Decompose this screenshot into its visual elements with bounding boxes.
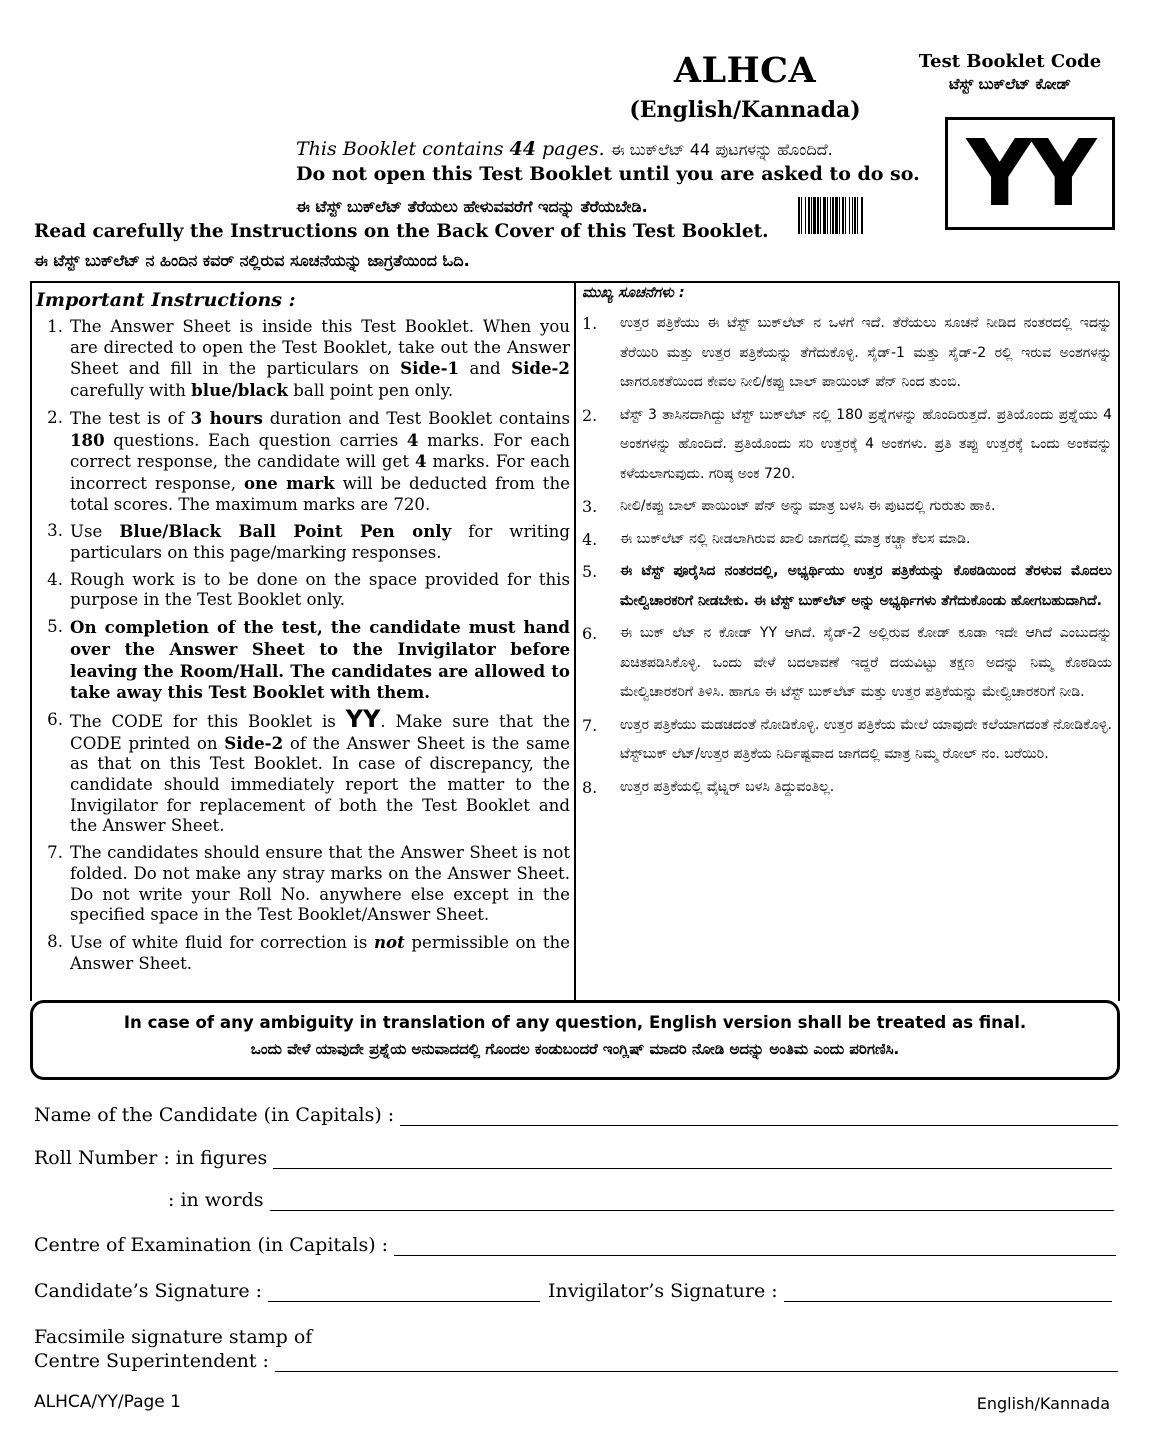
- instruction-text: ಉತ್ತರ ಪತ್ರಿಕೆಯಲ್ಲಿ ವೈಟ್ನರ್ ಬಳಸಿ ತಿದ್ದುವಂತಿಲ್ಲ.: [620, 778, 835, 795]
- instruction-number: 6.: [582, 624, 598, 643]
- instruction-number: 8.: [47, 931, 63, 951]
- exam-centre-blank[interactable]: [394, 1238, 1116, 1256]
- booklet-pages-line: [296, 138, 833, 160]
- instruction-text-part: carefully with: [70, 381, 192, 401]
- candidate-name-field[interactable]: [34, 1104, 1118, 1126]
- instruction-kn-item: [582, 525, 1112, 555]
- instruction-text-part: not: [373, 931, 405, 952]
- instructions-heading-kn: ಮುಖ್ಯ ಸೂಚನೆಗಳು :: [582, 285, 685, 301]
- instructions-heading-en: Important Instructions :: [36, 289, 296, 311]
- instruction-number: 2.: [582, 405, 598, 425]
- instruction-text-part: The CODE for this Booklet is: [70, 711, 346, 731]
- instruction-text-part: 4: [406, 429, 419, 450]
- instruction-kn-item: [582, 309, 1112, 398]
- booklet-code-box: YY: [945, 117, 1115, 230]
- instruction-text: ಉತ್ತರ ಪತ್ರಿಕೆಯು ಮಡಚದಂತೆ ನೋಡಿಕೊಳ್ಳಿ. ಉತ್ತರ ಪತ್ರಿಕೆಯ ಮೇಲೆ ಯಾವುದೇ ಕಲೆಯಾಗದಂತೆ ನೋಡಿಕೊಳ್ಳಿ. ಟೆಸ್ಟ್‌ಬುಕ್ ಲೆಟ್/ಉತ್ತರ ಪತ್ರಿಕೆಯ ನಿರ್ದಿಷ್ಟವಾದ ಜಾಗದಲ್ಲಿ ಮಾತ್ರ ನಿಮ್ಮ ರೋಲ್ ನಂ. ಬರೆಯಿರಿ.: [620, 716, 1112, 762]
- instruction-text-part: marks. For each correct response, the candidate will get: [70, 430, 570, 472]
- test-booklet-code-label: [905, 51, 1115, 95]
- instruction-text: ಈ ಟೆಸ್ಟ್ ಪೂರೈಸಿದ ನಂತರದಲ್ಲಿ, ಅಭ್ಯರ್ಥಿಯು ಉತ್ತರ ಪತ್ರಿಕೆಯನ್ನು ಕೊಠಡಿಯಿಂದ ತೆರಳುವ ಮೊದಲು ಮೇಲ್ವಿಚಾರಕರಿಗೆ ನೀಡಬೇಕು. ಈ ಟೆಸ್ಟ್ ಬುಕ್‌ಲೆಟ್ ಅನ್ನು ಅಭ್ಯರ್ಥಿಗಳು ತೆಗೆದುಕೊಂಡು ಹೋಗಬಹುದಾಗಿದೆ.: [620, 563, 1112, 609]
- instruction-en-item: [36, 408, 570, 516]
- instruction-number: 4.: [47, 569, 63, 589]
- invigilator-signature-blank[interactable]: [784, 1284, 1112, 1302]
- instruction-number: 5.: [582, 562, 598, 581]
- instruction-number: 2.: [47, 407, 63, 427]
- instruction-text-part: marks. For each incorrect response,: [70, 452, 570, 493]
- instruction-text: ನೀಲಿ/ಕಪ್ಪು ಬಾಲ್ ಪಾಯಿಂಟ್ ಪೆನ್ ಅನ್ನು ಮಾತ್ರ ಬಳಸಿ ಈ ಪುಟದಲ್ಲಿ ಗುರುತು ಹಾಕಿ.: [620, 498, 996, 514]
- instruction-text-part: Side-2: [511, 358, 570, 379]
- translation-note-en: In case of any ambiguity in translation of any question, English version shall be treated as final.: [123, 1013, 1027, 1032]
- invigilator-signature-label: Invigilator’s Signature :: [548, 1280, 778, 1302]
- read-carefully-kn: ಈ ಟೆಸ್ಟ್ ಬುಕ್‌ಲೆಟ್ ನ ಹಿಂದಿನ ಕವರ್ ನಲ್ಲಿರುವ ಸೂಚನೆಯನ್ನು ಜಾಗ್ರತೆಯಿಂದ ಓದಿ.: [34, 251, 470, 270]
- instruction-kn-item: [582, 401, 1112, 490]
- facsimile-label-line1: Facsimile signature stamp of: [34, 1326, 313, 1348]
- instruction-text-part: The Answer Sheet is inside this Test Booklet. When you are directed to open the Test Booklet, take out the Answer Sheet and fill in the particulars on: [70, 317, 570, 379]
- instructions-list-kn: [582, 309, 1112, 802]
- instruction-kn-item: [582, 773, 1112, 803]
- instruction-text-part: ball point pen only.: [288, 381, 454, 401]
- read-carefully-en: Read carefully the Instructions on the Back Cover of this Test Booklet.: [34, 221, 769, 242]
- instructions-kannada: [582, 281, 1112, 805]
- instruction-number: 6.: [47, 709, 63, 729]
- instruction-text-part: and: [459, 359, 512, 379]
- roll-number-figures-blank[interactable]: [273, 1151, 1112, 1169]
- instruction-number: 7.: [47, 843, 63, 863]
- instruction-text-part: duration and Test Booklet contains: [262, 408, 571, 428]
- instruction-kn-item: [582, 619, 1112, 708]
- instruction-text: [70, 408, 570, 516]
- instruction-text-part: one mark: [243, 472, 335, 493]
- roll-number-figures-field[interactable]: [34, 1147, 1112, 1169]
- instruction-text-part: . Make sure that the CODE printed on: [70, 711, 570, 753]
- instruction-number: 8.: [582, 777, 598, 797]
- do-not-open-en: Do not open this Test Booklet until you are asked to do so.: [296, 163, 920, 185]
- instruction-text: [70, 843, 570, 926]
- instruction-number: 3.: [582, 497, 598, 516]
- roll-number-words-label: : in words: [168, 1189, 264, 1211]
- candidate-signature-label: Candidate’s Signature :: [34, 1280, 262, 1302]
- translation-note: [30, 1000, 1120, 1080]
- instruction-text-part: of the Answer Sheet is the same as that on this Test Booklet. In case of discrepancy, the candidate should immediately report the matter to the Invigilator for replacement of both the Test Booklet and the Answer Sheet.: [70, 733, 570, 836]
- barcode-icon: [798, 197, 916, 234]
- instruction-number: 1.: [582, 314, 598, 333]
- instruction-kn-item: [582, 492, 1112, 522]
- instruction-text-part: for writing particulars on this page/marking responses.: [70, 522, 570, 563]
- instruction-text: [70, 317, 570, 402]
- instruction-number: 3.: [47, 521, 63, 541]
- facsimile-label-line2: Centre Superintendent :: [34, 1350, 269, 1372]
- instruction-text-part: Blue/Black Ball Point Pen only: [119, 521, 452, 542]
- instruction-text-part: Use: [70, 522, 120, 542]
- instruction-text-part: Rough work is to be done on the space provided for this purpose in the Test Booklet only.: [70, 569, 570, 610]
- instruction-text-part: Side-2: [224, 732, 284, 753]
- instruction-en-item: [36, 570, 570, 611]
- instructions-english: [36, 281, 570, 980]
- candidate-signature-blank[interactable]: [268, 1284, 540, 1302]
- centre-superintendent-blank[interactable]: [275, 1354, 1118, 1372]
- instruction-en-item: [36, 617, 570, 704]
- centre-superintendent-field[interactable]: [34, 1350, 1118, 1372]
- instruction-text-part: Side-1: [400, 358, 460, 379]
- instruction-kn-item: [582, 711, 1112, 770]
- page-footer-right: English/Kannada: [976, 1394, 1110, 1413]
- instruction-text-part: Use of white fluid for correction is: [70, 932, 374, 952]
- pages-text-kn: ಈ ಬುಕ್‌ಲೆಟ್ 44 ಪುಟಗಳನ್ನು ಹೊಂದಿದೆ.: [610, 140, 833, 159]
- booklet-subtitle: (English/Kannada): [629, 97, 861, 123]
- column-divider: [574, 281, 576, 1001]
- candidate-name-blank[interactable]: [400, 1108, 1118, 1126]
- instruction-text-part: The test is of: [70, 408, 191, 428]
- instruction-text: [70, 521, 570, 563]
- instruction-text: [70, 932, 570, 974]
- instruction-number: 4.: [582, 529, 598, 549]
- instruction-text-part: blue/black: [191, 380, 289, 401]
- instructions-list-en: [36, 317, 570, 974]
- roll-number-words-blank[interactable]: [270, 1193, 1115, 1211]
- exam-centre-field[interactable]: [34, 1234, 1116, 1256]
- instruction-number: 1.: [47, 317, 63, 336]
- instruction-text: [70, 570, 570, 611]
- instruction-text: ಉತ್ತರ ಪತ್ರಿಕೆಯು ಈ ಟೆಸ್ಟ್ ಬುಕ್‌ಲೆಟ್ ನ ಒಳಗೆ ಇದೆ. ತೆರೆಯಲು ಸೂಚನೆ ನೀಡಿದ ನಂತರದಲ್ಲಿ ಇದನ್ನು ತೆರೆಯಿರಿ ಮತ್ತು ಉತ್ತರ ಪತ್ರಿಕೆಯನ್ನು ತೆಗೆದುಕೊಳ್ಳಿ. ಸೈಡ್-1 ಮತ್ತು ಸೈಡ್-2 ರಲ್ಲಿ ಇರುವ ಅಂಶಗಳನ್ನು ಜಾಗರೂಕತೆಯಿಂದ ಕೇವಲ ನೀಲಿ/ಕಪ್ಪು ಬಾಲ್ ಪಾಯಿಂಟ್ ಪೆನ್ ನಿಂದ ತುಂಬಿ.: [620, 315, 1112, 390]
- instruction-en-item: [36, 317, 570, 402]
- instruction-text: ಈ ಬುಕ್ ಲೆಟ್ ನ ಕೋಡ್ YY ಆಗಿದೆ. ಸೈಡ್-2 ಅಲ್ಲಿರುವ ಕೋಡ್ ಕೂಡಾ ಇದೇ ಆಗಿದೆ ಎಂಬುದನ್ನು ಖಚಿತಪಡಿಸಿಕೊಳ್ಳಿ. ಒಂದು ವೇಳೆ ಬದಲಾವಣೆ ಇದ್ದರೆ ದಯವಿಟ್ಟು ತಕ್ಷಣ ಅದನ್ನು ನಿಮ್ಮ ಕೊಠಡಿಯ ಮೇಲ್ವಿಚಾರಕರಿಗೆ ತಿಳಿಸಿ. ಹಾಗೂ ಈ ಟೆಸ್ಟ್ ಬುಕ್‌ಲೆಟ್ ಮತ್ತು ಉತ್ತರ ಪತ್ರಿಕೆಯನ್ನು ಮೇಲ್ವಿಚಾರಕರಿಗೆ ನೀಡಿ.: [620, 625, 1112, 700]
- page-footer-left: ALHCA/YY/Page 1: [34, 1392, 181, 1412]
- code-label-kn: ಟೆಸ್ಟ್ ಬುಕ್‌ಲೆಟ್ ಕೋಡ್: [949, 75, 1071, 93]
- roll-number-words-field[interactable]: [168, 1189, 1114, 1211]
- instruction-text-part: 4: [414, 451, 427, 472]
- instruction-text: [70, 617, 570, 704]
- instruction-kn-item: [582, 557, 1112, 616]
- instruction-text-part: will be deducted from the total scores. The maximum marks are 720.: [70, 473, 570, 514]
- instruction-en-item: [36, 932, 570, 974]
- instruction-text-part: 180: [70, 429, 105, 450]
- booklet-title: ALHCA: [673, 50, 817, 91]
- instruction-text: ಟೆಸ್ಟ್ 3 ತಾಸಿನದಾಗಿದ್ದು ಟೆಸ್ಟ್ ಬುಕ್‌ಲೆಟ್ ನಲ್ಲಿ 180 ಪ್ರಶ್ನೆಗಳನ್ನು ಹೊಂದಿರುತ್ತದೆ. ಪ್ರತಿಯೊಂದು ಪ್ರಶ್ನೆಯು 4 ಅಂಕಗಳನ್ನು ಹೊಂದಿದೆ. ಪ್ರತಿಯೊಂದು ಸರಿ ಉತ್ತರಕ್ಕೆ 4 ಅಂಕಗಳು. ಪ್ರತಿ ತಪ್ಪು ಉತ್ತರಕ್ಕೆ ಒಂದು ಅಂಕವನ್ನು ಕಳೆಯಲಾಗುವುದು. ಗರಿಷ್ಠ ಅಂಕ 720.: [620, 406, 1112, 482]
- pages-text-a: This Booklet contains: [296, 138, 504, 160]
- instruction-text-part: permissible on the Answer Sheet.: [70, 932, 570, 973]
- instruction-en-item: [36, 704, 570, 837]
- instruction-text-part: 3 hours: [190, 407, 263, 428]
- code-label-en: Test Booklet Code: [918, 51, 1102, 72]
- instruction-text-part: On completion of the test, the candidate must hand over the Answer Sheet to the Invigilator before leaving the Room/Hall. The candidates are allowed to take away this Test Booklet with them.: [70, 617, 570, 703]
- exam-centre-label: Centre of Examination (in Capitals) :: [34, 1234, 389, 1256]
- instruction-text-part: YY: [345, 704, 381, 733]
- instruction-number: 7.: [582, 715, 598, 735]
- instruction-text-part: The candidates should ensure that the Answer Sheet is not folded. Do not make any stray marks on the Answer Sheet. Do not write your Roll No. anywhere else except in the specified space in the Test Booklet/Answer Sheet.: [70, 843, 570, 925]
- pages-text-b: pages.: [542, 138, 605, 160]
- pages-count: 44: [509, 138, 536, 160]
- roll-number-label: Roll Number : in figures: [34, 1147, 268, 1169]
- instruction-en-item: [36, 843, 570, 926]
- instruction-en-item: [36, 521, 570, 563]
- signatures-row: [34, 1280, 1112, 1302]
- candidate-name-label: Name of the Candidate (in Capitals) :: [34, 1104, 395, 1126]
- do-not-open-kn: ಈ ಟೆಸ್ಟ್ ಬುಕ್‌ಲೆಟ್ ತೆರೆಯಲು ಹೇಳುವವರೆಗೆ ಇದನ್ನು ತೆರೆಯಬೇಡಿ.: [296, 197, 648, 216]
- instruction-text-part: questions. Each question carries: [104, 430, 407, 450]
- instruction-text: [70, 704, 570, 837]
- translation-note-kn: ಒಂದು ವೇಳೆ ಯಾವುದೇ ಪ್ರಶ್ನೆಯ ಅನುವಾದದಲ್ಲಿ ಗೊಂದಲ ಕಂಡುಬಂದರೆ ಇಂಗ್ಲಿಷ್ ಮಾದರಿ ನೋಡಿ ಅದನ್ನು ಅಂತಿಮ ಎಂದು ಪರಿಗಣಿಸಿ.: [250, 1040, 900, 1058]
- instruction-number: 5.: [47, 617, 63, 637]
- instruction-text: ಈ ಬುಕ್‌ಲೆಟ್ ನಲ್ಲಿ ನೀಡಲಾಗಿರುವ ಖಾಲಿ ಜಾಗದಲ್ಲಿ ಮಾತ್ರ ಕಚ್ಚಾ ಕೆಲಸ ಮಾಡಿ.: [620, 530, 971, 547]
